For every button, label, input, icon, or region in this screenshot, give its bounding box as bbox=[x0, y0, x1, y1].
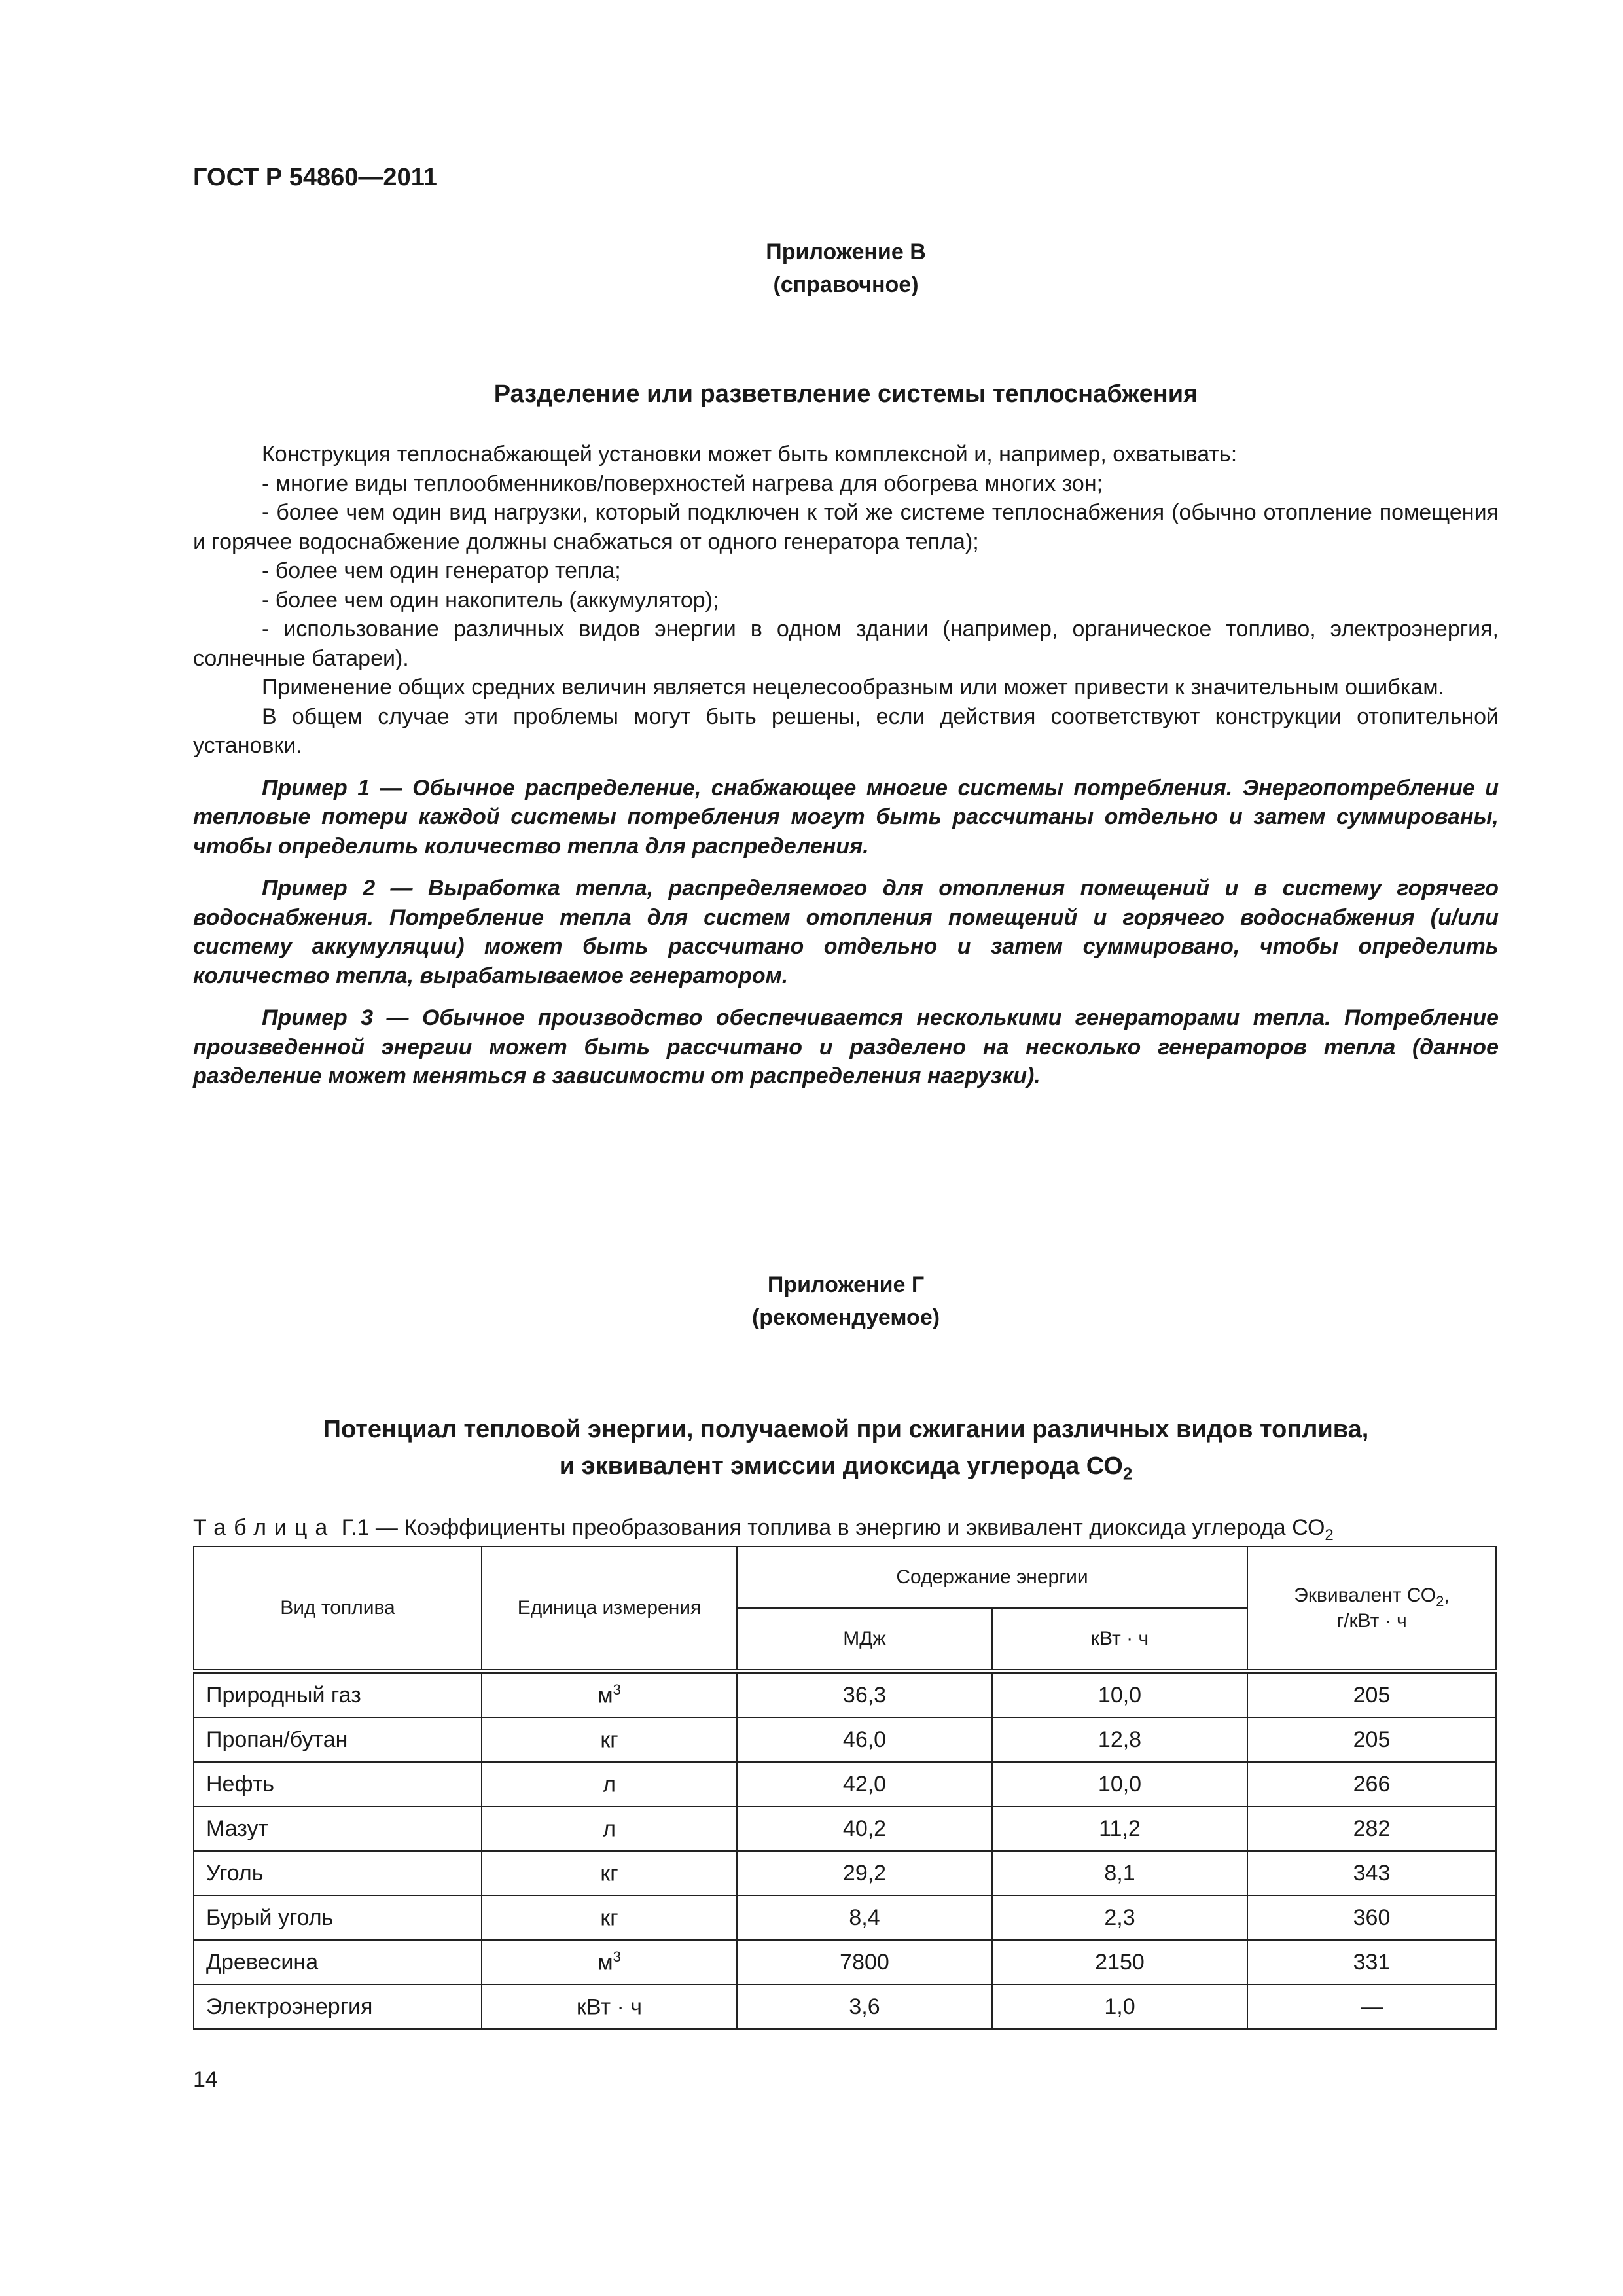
cell-mj: 7800 bbox=[737, 1940, 992, 1984]
cell-co2: — bbox=[1247, 1984, 1496, 2029]
cell-co2: 360 bbox=[1247, 1895, 1496, 1940]
table-caption: Таблица Г.1 — Коэффициенты преобразования топлива в энергию и эквивалент диоксида углерода $СО_2$ bbox=[193, 1515, 1334, 1544]
cell-co2: 205 bbox=[1247, 1672, 1496, 1718]
cell-kwh: 10,0 bbox=[992, 1762, 1247, 1806]
cell-unit: $м^3$ bbox=[482, 1672, 737, 1718]
example-2: Пример 2 — Выработка тепла, распределяемого для отопления помещений и в систему горячего водоснабжения. Потребление тепла для систем отопления помещений и горячего водоснабжения (и/или систему аккумуляции) может быть рассчитано отдельно и затем суммировано, чтобы определить количество тепла, вырабатываемое генератором. bbox=[193, 876, 1499, 988]
paragraph: Конструкция теплоснабжающей установки может быть комплексной и, например, охватывать: bbox=[262, 442, 1238, 467]
appendix-g-title-line1: Потенциал тепловой энергии, получаемой при сжигании различных видов топлива, bbox=[323, 1416, 1369, 1443]
cell-mj: 3,6 bbox=[737, 1984, 992, 2029]
appendix-v-title: Разделение или разветвление системы теплоснабжения bbox=[493, 380, 1198, 408]
appendix-g-title bbox=[193, 1411, 1499, 1492]
appendix-v-body bbox=[193, 440, 1499, 1091]
cell-unit: кВт · ч bbox=[482, 1984, 737, 2029]
cell-kwh: 1,0 bbox=[992, 1984, 1247, 2029]
cell-unit: л bbox=[482, 1762, 737, 1806]
cell-unit: $м^3$ bbox=[482, 1940, 737, 1984]
cell-fuel: Электроэнергия bbox=[194, 1984, 482, 2029]
list-item: - более чем один генератор тепла; bbox=[262, 558, 621, 583]
cell-co2: 331 bbox=[1247, 1940, 1496, 1984]
cell-unit: кг bbox=[482, 1717, 737, 1762]
cell-co2: 282 bbox=[1247, 1806, 1496, 1851]
table-row bbox=[194, 1806, 1496, 1851]
cell-unit: кг bbox=[482, 1851, 737, 1895]
cell-kwh: 12,8 bbox=[992, 1717, 1247, 1762]
cell-fuel: Пропан/бутан bbox=[194, 1717, 482, 1762]
list-item: - более чем один накопитель (аккумулятор); bbox=[262, 587, 719, 613]
header-energy-content: Содержание энергии bbox=[737, 1547, 1247, 1608]
fuel-conversion-table bbox=[193, 1546, 1497, 2030]
table-row bbox=[194, 1895, 1496, 1940]
cell-fuel: Природный газ bbox=[194, 1672, 482, 1718]
header-unit: Единица измерения bbox=[482, 1547, 737, 1672]
list-item: - использование различных видов энергии в одном здании (например, органическое топливо, электроэнергия, солнечные батареи). bbox=[193, 617, 1499, 671]
table-row bbox=[194, 1851, 1496, 1895]
cell-fuel: Нефть bbox=[194, 1762, 482, 1806]
cell-mj: 36,3 bbox=[737, 1672, 992, 1718]
cell-co2: 343 bbox=[1247, 1851, 1496, 1895]
paragraph: В общем случае эти проблемы могут быть решены, если действия соответствуют конструкции отопительной установки. bbox=[193, 704, 1499, 758]
header-kwh: кВт · ч bbox=[992, 1608, 1247, 1672]
appendix-g-heading bbox=[193, 1268, 1499, 1334]
appendix-v-label: Приложение В bbox=[766, 240, 926, 264]
cell-fuel: Уголь bbox=[194, 1851, 482, 1895]
header-co2-equivalent: Эквивалент $СО_2$, г/кВт · ч bbox=[1247, 1547, 1496, 1672]
cell-mj: 29,2 bbox=[737, 1851, 992, 1895]
table-caption-label: Таблица bbox=[193, 1515, 336, 1540]
cell-kwh: 11,2 bbox=[992, 1806, 1247, 1851]
example-3: Пример 3 — Обычное производство обеспечивается несколькими генераторами тепла. Потребление произведенной энергии может быть рассчитано и разделено на несколько генераторов тепла (данное разделение может меняться в зависимости от распределения нагрузки). bbox=[193, 1005, 1499, 1088]
cell-kwh: 10,0 bbox=[992, 1672, 1247, 1718]
table-row bbox=[194, 1762, 1496, 1806]
document-code: ГОСТ Р 54860—2011 bbox=[193, 164, 437, 191]
paragraph: Применение общих средних величин является нецелесообразным или может привести к значительным ошибкам. bbox=[262, 675, 1445, 700]
cell-fuel: Древесина bbox=[194, 1940, 482, 1984]
table-row bbox=[194, 1984, 1496, 2029]
appendix-v-heading bbox=[193, 236, 1499, 301]
cell-kwh: 2150 bbox=[992, 1940, 1247, 1984]
cell-mj: 8,4 bbox=[737, 1895, 992, 1940]
cell-co2: 266 bbox=[1247, 1762, 1496, 1806]
example-1: Пример 1 — Обычное распределение, снабжающее многие системы потребления. Энергопотребление и тепловые потери каждой системы потребления могут быть рассчитаны отдельно и затем суммированы, чтобы определить количество тепла для распределения. bbox=[193, 775, 1499, 859]
cell-fuel: Бурый уголь bbox=[194, 1895, 482, 1940]
cell-fuel: Мазут bbox=[194, 1806, 482, 1851]
list-item: - более чем один вид нагрузки, который подключен к той же системе теплоснабжения (обычно отопление помещения и горячее водоснабжение должны снабжаться от одного генератора тепла); bbox=[193, 500, 1499, 554]
page-number: 14 bbox=[193, 2067, 218, 2092]
appendix-v-type: (справочное) bbox=[773, 272, 919, 297]
cell-co2: 205 bbox=[1247, 1717, 1496, 1762]
cell-mj: 42,0 bbox=[737, 1762, 992, 1806]
appendix-g-type: (рекомендуемое) bbox=[751, 1305, 940, 1330]
appendix-g-label: Приложение Г bbox=[767, 1272, 925, 1297]
list-item: - многие виды теплообменников/поверхностей нагрева для обогрева многих зон; bbox=[262, 471, 1103, 496]
table-row bbox=[194, 1672, 1496, 1718]
cell-kwh: 8,1 bbox=[992, 1851, 1247, 1895]
cell-kwh: 2,3 bbox=[992, 1895, 1247, 1940]
table-caption-text: Г.1 — Коэффициенты преобразования топлива в энергию и эквивалент диоксида углерода СО bbox=[341, 1515, 1325, 1540]
header-mj: МДж bbox=[737, 1608, 992, 1672]
table-row bbox=[194, 1940, 1496, 1984]
cell-mj: 46,0 bbox=[737, 1717, 992, 1762]
table-row bbox=[194, 1717, 1496, 1762]
appendix-g-title-line2: и эквивалент эмиссии диоксида углерода $СО_2$ bbox=[559, 1452, 1133, 1484]
cell-unit: кг bbox=[482, 1895, 737, 1940]
header-fuel-type: Вид топлива bbox=[194, 1547, 482, 1672]
cell-mj: 40,2 bbox=[737, 1806, 992, 1851]
cell-unit: л bbox=[482, 1806, 737, 1851]
